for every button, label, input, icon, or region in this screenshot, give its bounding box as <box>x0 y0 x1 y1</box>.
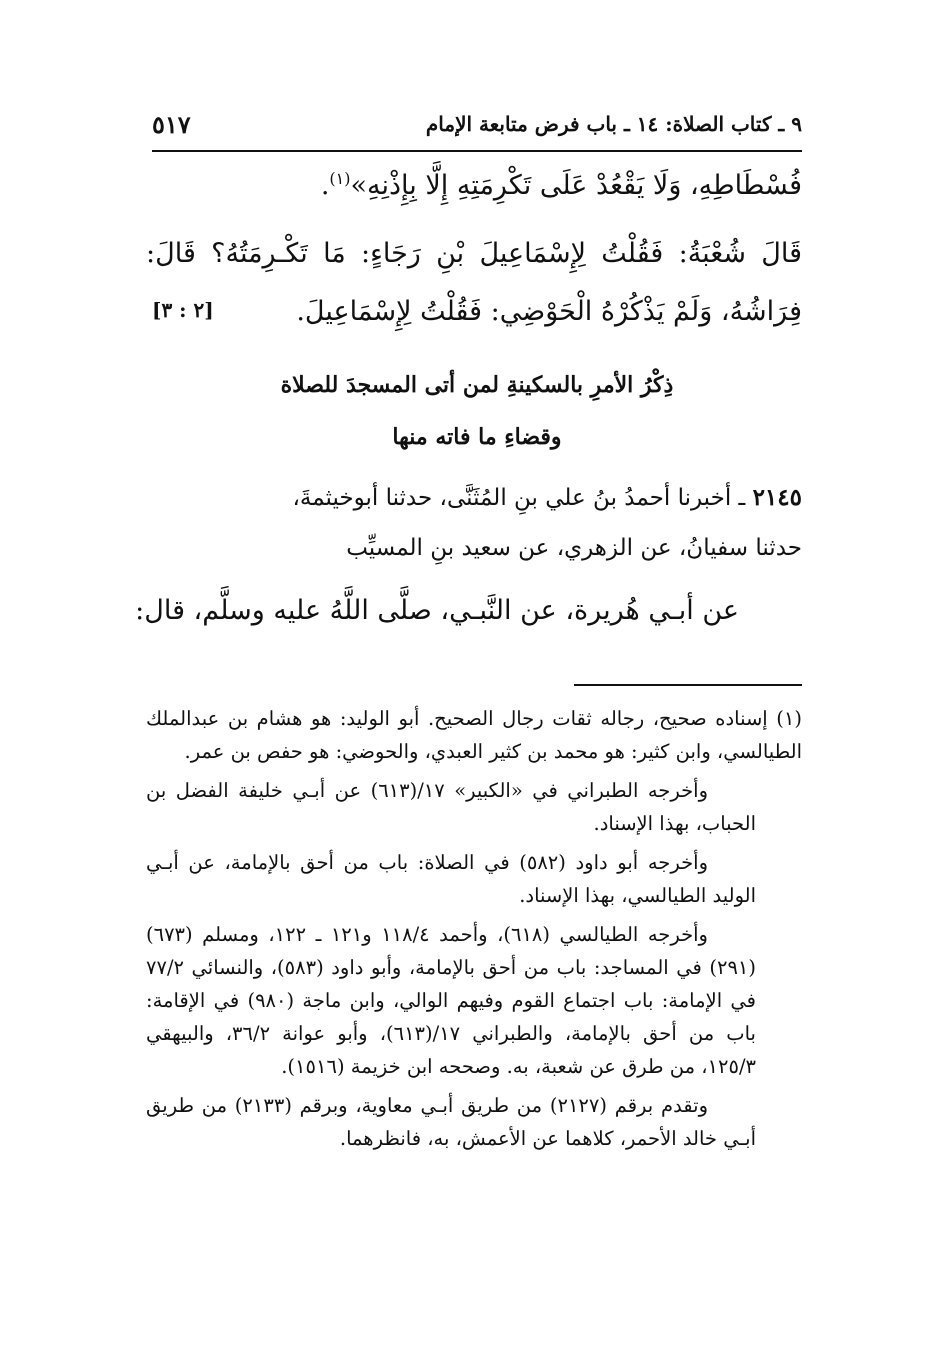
running-head <box>152 112 802 146</box>
section-title-line-1: ذِكْرُ الأمرِ بالسكينةِ لمن أتى المسجدَ للصلاة <box>280 372 674 398</box>
source-reference: [٢ : ٣] <box>152 298 214 322</box>
footnote-para-3: وأخرجه أبو داود (٥٨٢) في الصلاة: باب من أحق بالإمامة، عن أبـي الوليد الطيالسي، بهذا الإسناد. <box>146 851 756 907</box>
footnote-para-4: وأخرجه الطيالسي (٦١٨)، وأحمد ١١٨/٤ و١٢١ ـ ١٢٢، ومسلم (٦٧٣) (٢٩١) في المساجد: باب من أحق بالإمامة، وأبو داود (٥٨٣)، والنسائي ٧٧/٢ في الإمامة: باب اجتماع القوم وفيهم الوالي، وابن ماجة (٩٨٠) في الإقامة: باب من أحق بالإمامة، والطبراني ١٧/(٦١٣)، وأبو عوانة ٣٦/٢، والبيهقي ١٢٥/٣، من طرق عن شعبة، به. وصححه ابن خزيمة (١٥١٦). <box>146 923 756 1078</box>
footnote-1 <box>146 702 802 768</box>
hadith-isnad-line-2: حدثنا سفيانُ، عن الزهري، عن سعيد بنِ المسيِّب <box>346 535 802 561</box>
footnote-marker: (١) <box>329 169 351 188</box>
footnotes <box>146 702 802 1161</box>
line-end: . <box>320 170 330 201</box>
footnote-rule <box>574 684 802 686</box>
footnote-para-5: وتقدم برقم (٢١٢٧) من طريق أبـي معاوية، وبرقم (٢١٣٣) من طريق أبـي خالد الأحمر، كلاهما عن الأعمش، به، فانظرهما. <box>146 1094 756 1150</box>
text-line-3: فِرَاشُهُ، وَلَمْ يَذْكُرْهُ الْحَوْضِي: فَقُلْتُ لِإِسْمَاعِيلَ. <box>296 296 802 327</box>
hadith-number: ٢١٤٥ <box>752 484 802 511</box>
hadith-isnad-line-1 <box>292 478 802 518</box>
footnote-para-2: وأخرجه الطبراني في «الكبير» ١٧/(٦١٣) عن أبـي خليفة الفضل بن الحباب، بهذا الإسناد. <box>146 779 756 835</box>
chapter-label: ٩ ـ كتاب الصلاة: ١٤ ـ باب فرض متابعة الإمام <box>425 112 802 136</box>
text-line-2: قَالَ شُعْبَةُ: فَقُلْتُ لِإِسْمَاعِيلَ بْنِ رَجَاءٍ: مَا تَكْـرِمَتُهُ؟ قَالَ: <box>146 238 802 269</box>
footnote-1-text: إسناده صحيح، رجاله ثقات رجال الصحيح. أبو الوليد: هو هشام بن عبدالملك الطيالسي، وابن كثير: هو محمد بن كثير العبدي، والحوضي: هو حفص بن عمر. <box>146 707 802 763</box>
text-line-1 <box>321 166 802 206</box>
footnote-1-marker: (١) <box>776 707 802 730</box>
hadith-ending: فُسْطَاطِهِ، وَلَا يَقْعُدْ عَلَى تَكْرِمَتِهِ إِلَّا بِإِذْنِهِ» <box>350 170 802 201</box>
page-number: ٥١٧ <box>152 110 191 139</box>
hadith-matn-line: عن أبـي هُريرة، عن النَّبـي، صلَّى اللَّهُ عليه وسلَّم، قال: <box>135 595 739 626</box>
header-rule <box>152 150 802 152</box>
isnad-text-1: ـ أخبرنا أحمدُ بنُ علي بنِ المُثَنَّى، حدثنا أبوخيثمةَ، <box>292 485 746 511</box>
section-title-line-2: وقضاءِ ما فاته منها <box>392 424 562 450</box>
